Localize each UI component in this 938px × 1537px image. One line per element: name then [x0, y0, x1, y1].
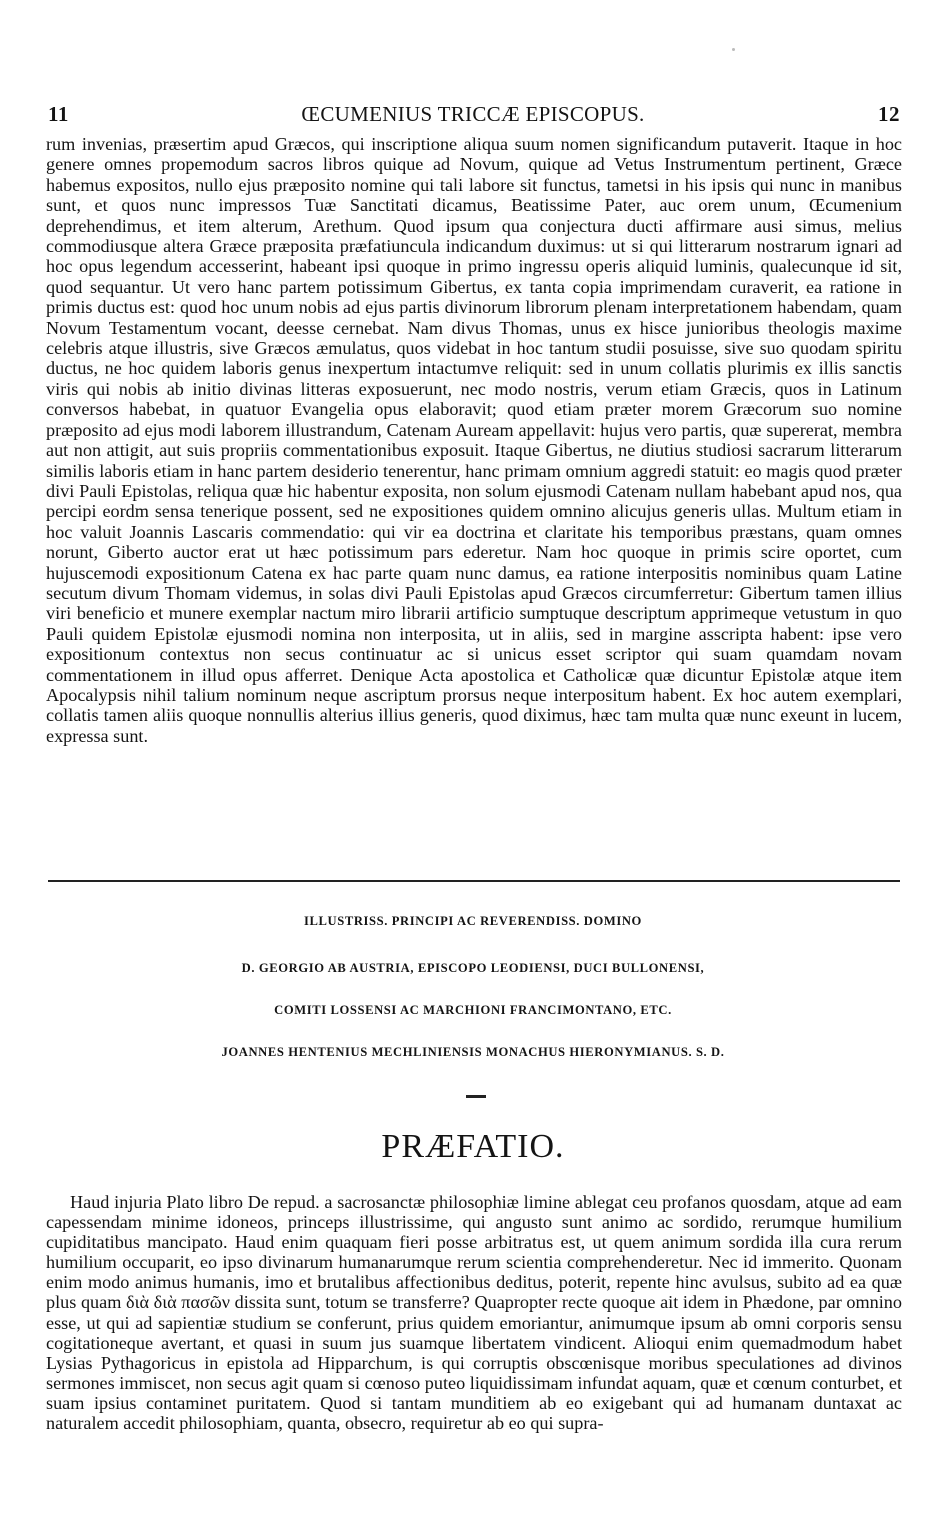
dedication-line-4: JOANNES HENTENIUS MECHLINIENSIS MONACHUS HIERONYMIANUS. S. D.: [221, 1045, 725, 1059]
dedication-line-3: COMITI LOSSENSI AC MARCHIONI FRANCIMONTANO, ETC.: [274, 1003, 672, 1017]
dedication-line-1: ILLUSTRISS. PRINCIPI AC REVERENDISS. DOMINO: [304, 914, 642, 928]
page-number-right: 12: [878, 102, 900, 126]
paper-speck: [732, 48, 735, 51]
running-title: ŒCUMENIUS TRICCÆ EPISCOPUS.: [301, 102, 645, 126]
body-paragraph: rum invenias, præsertim apud Græcos, qui inscriptione aliqua suum nomen significandum putaverit. Itaque in hoc genere omnes propemodum sacros libros quique ad Novum, quique ad Vetus Instrumentum pertinent, Græce habemus expositos, nullo ejus præposito nomine qui tali labore sit functus, tametsi in his ipsis qui nunc in manibus sunt, et quos nunc impressos Tuæ Sanctitati dicamus, Beatissime Pater, auc orem unum, Œcumenium deprehendimus, et item alterum, Arethum. Quod ipsum qua conjectura ducti affirmare ausi simus, melius commodiusque altera Græce præposita præfatiuncula indicandum duximus: ut si qui litterarum nostrarum ignari ad hoc opus legendum accesserint, habeant ipsi quoque in primo ingressu operis aliquid luminis, qualecunque id sit, quod sequantur. Ut vero hanc partem potissimum Gibertus, ex tanta copia imprimendam curaverit, ea ratione in primis ductus est: quod hoc unum nobis ad ejus partis divinorum librorum plenam interpretationem habendam, quam Novum Testamentum vocant, deesse cernebat. Nam divus Thomas, unus ex hisce junioribus theologis maxime celebris atque illustris, sive Græcos æmulatus, quos videbat in hoc tantum studii posuisse, sive suo quodam spiritu ductus, ne hoc quidem laboris genus inexpertum intactumve reliquit: sed in unum collatis plurimis ex illis sanctis viris qui nobis ab initio divinas litteras exposuerunt, nec modo nostris, verum etiam Græcis, quos in Latinum conversos habebat, in quatuor Evangelia opus elaboravit; quod etiam præter morem Græcorum suo nomine præposito ad ejus modi laborem illustrandum, Catenam Auream appellavit: hujus vero partis, quæ supererat, membra aut non attigit, aut suis propriis commentationibus exposuit. Itaque Gibertus, ne diutius studiosi sacrarum litterarum similis laboris etiam in hanc partem desiderio tenerentur, hanc primam omnium aggredi statuit: eo magis quod præter divi Pauli Epistolas, reliqua quæ hic habentur exposita, non solum ejusmodi Catenam nullam habebant apud nos, qua percipi eordm sensa tenerique possent, sed ne expositiones quidem omnino alicujus generis ullas. Multum etiam in hoc valuit Joannis Lascaris commendatio: qui vir ea doctrina et claritate his temporibus præstans, quam omnes norunt, Giberto auctor erat ut hæc potissimum pars ederetur. Nam hoc quoque in primis scire oportet, cum hujuscemodi expositionum Catena ex hac parte quam nunc damus, ea ratione interpositis nominibus quam Latine secutum divum Thomam videmus, in solas divi Pauli Epistolas apud Græcos circumferretur: Gibertum tamen illius viri beneficio et munere exemplar nactum miro librarii artificio sumptuque descriptum apprimeque vetustum in quo Pauli quidem Epistolæ ejusmodi nomina non interposita, ut in aliis, sed in margine asscripta habent: ipse vero expositionum contextus non secus continuatur ac si unicus esset scriptor qui suam quamdam novam commentationem in illud opus afferret. Denique Acta apostolica et Catholicæ quæ dicuntur Epistolæ atque item Apocalypsis nihil talium nominum neque ascriptum prorsus neque interpositum habent. Ex hoc autem exemplari, collatis tamen aliis quoque nonnullis alterius illius generis, quod diximus, hæc tam multa quæ nunc exeunt in lucem, expressa sunt.: [46, 134, 902, 746]
preface-heading: PRÆFATIO.: [381, 1128, 565, 1165]
dedication-line-2: D. GEORGIO AB AUSTRIA, EPISCOPO LEODIENSI, DUCI BULLONENSI,: [241, 961, 705, 975]
page: [44, 0, 902, 1537]
section-rule: [48, 880, 900, 882]
ornament-dash: [466, 1095, 486, 1098]
page-number-left: 11: [48, 102, 69, 126]
running-head: [44, 102, 902, 134]
preface-paragraph: Haud injuria Plato libro De repud. a sacrosanctæ philosophiæ limine ablegat ceu profanos quosdam, atque ad eam capessendam minime idoneos, princeps illustrissime, qui angusto sunt animo ac sordido, rerumque humilium cupiditatibus mancipato. Haud enim quaquam fieri posse arbitratus est, ut quem animum sordida illa cura rerum humilium occuparit, eo ipso divinarum humanarumque rerum scientia comprehenderetur. Nec id immerito. Quonam enim modo animus humanis, imo et brutalibus affectionibus deditus, poterit, repente hinc avulsus, subito ad ea quæ plus quam διὰ διὰ πασῶν dissita sunt, totum se transferre? Quapropter recte quoque ait idem in Phædone, par omnino esse, ut qui ad sapientiæ studium se conferunt, prius quidem emoriantur, animumque ipsum ab omni corporis sensu cogitationeque avertant, et quasi in suum jus suamque libertatem vindicent. Alioqui enim quemadmodum habet Lysias Pythagoricus in epistola ad Hipparchum, is qui corruptis obscœnisque moribus speculationes ad divinos sermones immiscet, non secus agit quam si cœnoso puteo liquidissimam infundat aquam, quæ et cœnum conturbet, et suam ipsius contaminet puritatem. Quod si tantam munditiem ab eo exigebant qui ad humanam duntaxat ac naturalem accedit philosophiam, quanta, obsecro, requiretur ab eo qui supra-: [46, 1192, 902, 1434]
